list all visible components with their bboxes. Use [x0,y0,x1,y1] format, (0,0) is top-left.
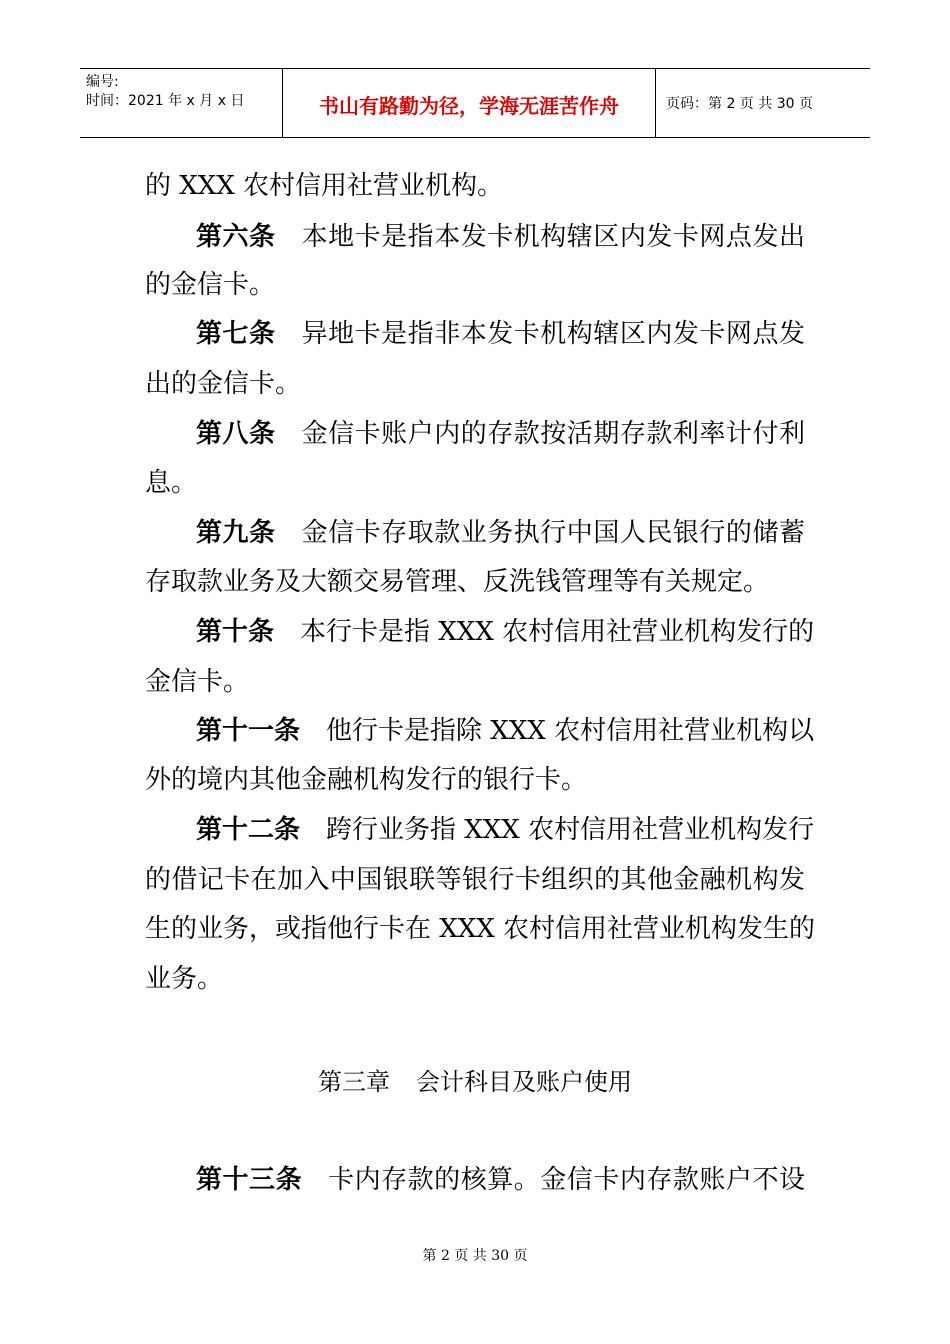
page-footer: 第 2 页 共 30 页 [422,1248,528,1264]
article-9-line [196,518,805,548]
article-12-continuation-2: 生的业务，或指他行卡在 XXX 农村信用社营业机构发生的 [145,914,816,944]
document-date-label: 时间：2021 年 x 月 x 日 [86,93,245,109]
article-7-continuation: 出的金信卡。 [145,369,302,399]
article-8-line [196,419,805,449]
article-11-title: 第十一条 [196,716,301,746]
article-10-title: 第十条 [196,617,275,647]
article-8-continuation: 息。 [145,468,198,498]
article-6-continuation: 的金信卡。 [145,270,276,300]
chapter-number: 第三章 [318,1068,390,1096]
article-10-text: 本行卡是指 XXX 农村信用社营业机构发行的 [300,617,815,647]
chapter-heading [0,1067,950,1097]
article-13-title: 第十三条 [196,1165,303,1195]
article-12-continuation-3: 业务。 [145,964,224,994]
article-10-continuation: 金信卡。 [145,667,250,697]
header-page-info: 页码：第 2 页 共 30 页 [666,96,813,112]
article-13-line [196,1165,805,1195]
article-7-title: 第七条 [196,319,276,349]
article-11-line [196,716,815,746]
article-9-continuation: 存取款业务及大额交易管理、反洗钱管理等有关规定。 [145,567,770,597]
page-header [80,68,870,138]
article-7-text: 异地卡是指非本发卡机构辖区内发卡网点发 [301,319,805,349]
article-10-line [196,617,815,647]
article-9-title: 第九条 [196,518,276,548]
article-7-line [196,319,805,349]
article-11-text: 他行卡是指除 XXX 农村信用社营业机构以 [326,716,815,746]
article-11-continuation: 外的境内其他金融机构发行的银行卡。 [145,765,588,795]
article-12-text: 跨行业务指 XXX 农村信用社营业机构发行 [326,815,815,845]
article-12-title: 第十二条 [196,815,301,845]
header-motto: 书山有路勤为径，学海无涯苦作舟 [283,69,656,137]
article-6-text: 本地卡是指本发卡机构辖区内发卡网点发出 [301,222,805,252]
article-8-text: 金信卡账户内的存款按活期存款利率计付利 [301,419,805,449]
header-meta [80,69,283,137]
article-6-line [196,222,805,252]
document-number-label: 编号: [86,74,119,90]
article-12-line [196,815,815,845]
chapter-title: 会计科目及账户使用 [416,1068,632,1096]
article-12-continuation-1: 的借记卡在加入中国银联等银行卡组织的其他金融机构发 [145,865,805,895]
article-13-text: 卡内存款的核算。金信卡内存款账户不设 [328,1165,805,1195]
article-9-text: 金信卡存取款业务执行中国人民银行的储蓄 [301,518,805,548]
article-8-title: 第八条 [196,419,276,449]
article-6-title: 第六条 [196,222,276,252]
paragraph-line: 的 XXX 农村信用社营业机构。 [145,171,504,201]
